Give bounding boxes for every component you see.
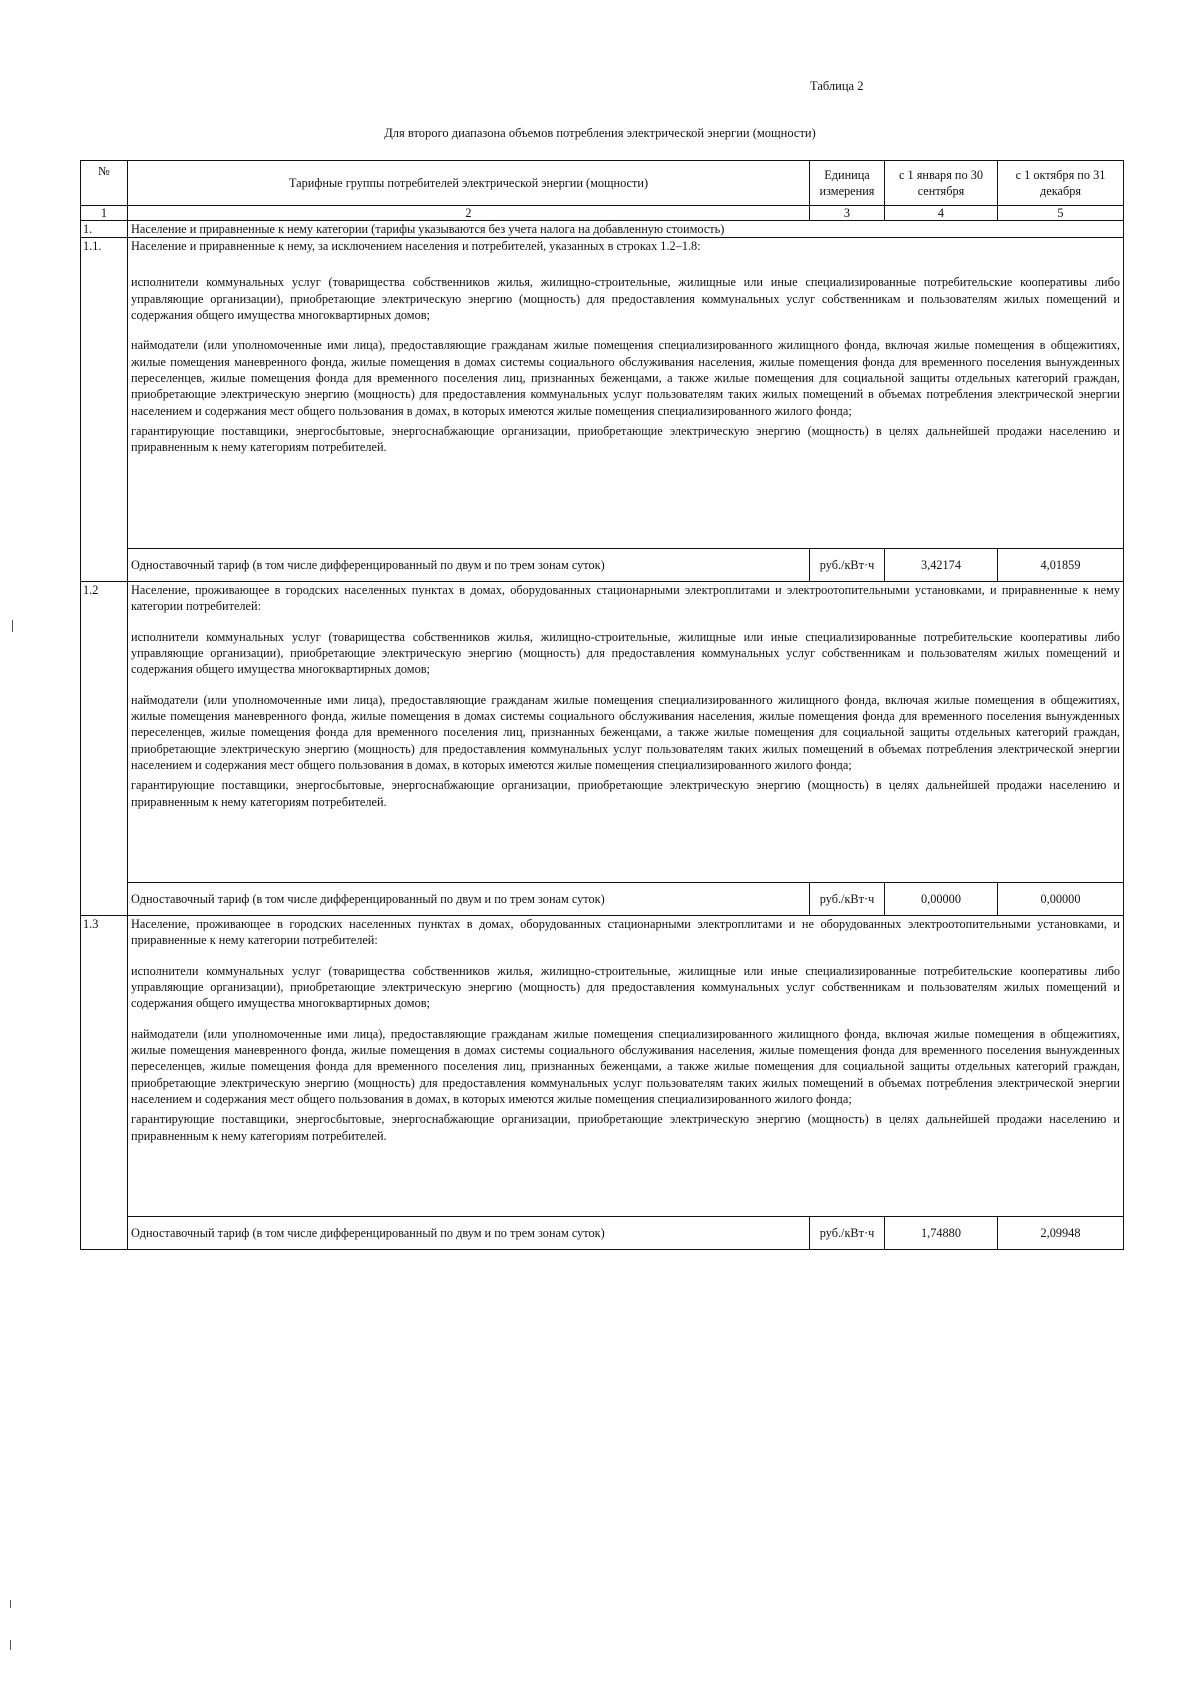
consumer-item: наймодатели (или уполномоченные ими лица), предоставляющие гражданам жилые помещения специализированного жилищного фонда, включая жилые помещения в общежитиях, жилые помещения маневренного фонда, жилые помещения в домах системы социального обслуживания населения, жилые помещения фонда для временного поселения вынужденных переселенцев, жилые помещения фонда для временного поселения лиц, признанных беженцами, а также жилые помещения для социальной защиты отдельных категорий граждан, приобретающие электрическую энергию (мощность) для предоставления коммунальных услуг пользователям таких жилых помещений в объемах потребления электрической энергии населением и содержания мест общего пользования в домах, в которых имеются жилые помещения специализированного жилого фонда; (131, 692, 1120, 773)
tariff-rate-row (81, 1217, 1124, 1250)
consumer-item: исполнители коммунальных услуг (товарищества собственников жилья, жилищно-строительные, жилищные или иные специализированные потребительские кооперативы либо управляющие организации), приобретающие электрическую энергию (мощность) для предоставления коммунальных услуг собственникам и пользователям жилых помещений и содержания общего имущества многоквартирных домов; (131, 275, 1120, 323)
tariff-label: Одноставочный тариф (в том числе дифференцированный по двум и по трем зонам суток) (128, 883, 810, 916)
row-description (128, 916, 1124, 1217)
tariff-table (80, 160, 1124, 1250)
consumer-item: наймодатели (или уполномоченные ими лица), предоставляющие гражданам жилые помещения специализированного жилищного фонда, включая жилые помещения в общежитиях, жилые помещения маневренного фонда, жилые помещения в домах системы социального обслуживания населения, жилые помещения фонда для временного поселения вынужденных переселенцев, жилые помещения фонда для временного поселения лиц, признанных беженцами, а также жилые помещения для социальной защиты отдельных категорий граждан, приобретающие электрическую энергию (мощность) для предоставления коммунальных услуг пользователям таких жилых помещений в объемах потребления электрической энергии населением и содержания мест общего пользования в домах, в которых имеются жилые помещения специализированного жилого фонда; (131, 1026, 1120, 1107)
tariff-value-period-2: 0,00000 (998, 883, 1124, 916)
row-number: 1.1. (81, 238, 128, 582)
tariff-unit: руб./кВт·ч (810, 1217, 885, 1250)
section-number: 1. (81, 221, 128, 238)
scan-mark (12, 620, 13, 632)
header-period-2: с 1 октября по 31 декабря (998, 161, 1124, 206)
tariff-group-row (81, 238, 1124, 549)
tariff-label: Одноставочный тариф (в том числе дифференцированный по двум и по трем зонам суток) (128, 549, 810, 582)
row-description (128, 238, 1124, 549)
consumer-item: гарантирующие поставщики, энергосбытовые, энергоснабжающие организации, приобретающие электрическую энергию (мощность) в целях дальнейшей продажи населению и приравненным к нему категориям потребителей. (131, 424, 1120, 455)
consumer-item: наймодатели (или уполномоченные ими лица), предоставляющие гражданам жилые помещения специализированного жилищного фонда, включая жилые помещения в общежитиях, жилые помещения маневренного фонда, жилые помещения в домах системы социального обслуживания населения, жилые помещения фонда для временного поселения вынужденных переселенцев, жилые помещения фонда для временного поселения лиц, признанных беженцами, а также жилые помещения для социальной защиты отдельных категорий граждан, приобретающие электрическую энергию (мощность) для предоставления коммунальных услуг пользователям таких жилых помещений в объемах потребления электрической энергии населением и содержания мест общего пользования в домах, в которых имеются жилые помещения специализированного жилого фонда; (131, 338, 1120, 418)
column-index: 1 (81, 206, 128, 221)
tariff-group-row (81, 582, 1124, 883)
scan-mark (10, 1600, 11, 1608)
header-number: № (81, 161, 128, 206)
tariff-value-period-1: 3,42174 (885, 549, 998, 582)
header-unit: Единица измерения (810, 161, 885, 206)
header-group: Тарифные группы потребителей электрической энергии (мощности) (128, 161, 810, 206)
column-index: 2 (128, 206, 810, 221)
row-heading: Население и приравненные к нему, за исключением населения и потребителей, указанных в строках 1.2–1.8: (131, 239, 701, 253)
tariff-value-period-2: 2,09948 (998, 1217, 1124, 1250)
tariff-value-period-1: 0,00000 (885, 883, 998, 916)
row-description (128, 582, 1124, 883)
tariff-unit: руб./кВт·ч (810, 549, 885, 582)
consumer-item: гарантирующие поставщики, энергосбытовые, энергоснабжающие организации, приобретающие электрическую энергию (мощность) в целях дальнейшей продажи населению и приравненным к нему категориям потребителей. (131, 1112, 1120, 1143)
row-heading: Население, проживающее в городских населенных пунктах в домах, оборудованных стационарными электроплитами и не оборудованных электроотопительными установками, и приравненные к нему категории потребителей: (131, 917, 1120, 948)
header-period-1: с 1 января по 30 сентября (885, 161, 998, 206)
tariff-unit: руб./кВт·ч (810, 883, 885, 916)
row-number: 1.2 (81, 582, 128, 916)
section-row (81, 221, 1124, 238)
row-heading: Население, проживающее в городских населенных пунктах в домах, оборудованных стационарными электроплитами и электроотопительными установками, и приравненные к нему категории потребителей: (131, 583, 1120, 614)
table-label: Таблица 2 (810, 79, 864, 93)
column-index-row (81, 206, 1124, 221)
column-index: 5 (998, 206, 1124, 221)
tariff-rate-row (81, 549, 1124, 582)
tariff-rate-row (81, 883, 1124, 916)
scan-mark (10, 1640, 11, 1650)
tariff-value-period-1: 1,74880 (885, 1217, 998, 1250)
row-number: 1.3 (81, 916, 128, 1250)
consumer-item: гарантирующие поставщики, энергосбытовые, энергоснабжающие организации, приобретающие электрическую энергию (мощность) в целях дальнейшей продажи населению и приравненным к нему категориям потребителей. (131, 778, 1120, 809)
column-index: 4 (885, 206, 998, 221)
column-index: 3 (810, 206, 885, 221)
consumer-item: исполнители коммунальных услуг (товарищества собственников жилья, жилищно-строительные, жилищные или иные специализированные потребительские кооперативы либо управляющие организации), приобретающие электрическую энергию (мощность) для предоставления коммунальных услуг собственникам и пользователям жилых помещений и содержания общего имущества многоквартирных домов; (131, 629, 1120, 677)
header-row (81, 161, 1124, 206)
tariff-group-row (81, 916, 1124, 1217)
section-title: Население и приравненные к нему категории (тарифы указываются без учета налога на добавленную стоимость) (128, 221, 1124, 238)
consumer-item: исполнители коммунальных услуг (товарищества собственников жилья, жилищно-строительные, жилищные или иные специализированные потребительские кооперативы либо управляющие организации), приобретающие электрическую энергию (мощность) для предоставления коммунальных услуг собственникам и пользователям жилых помещений и содержания общего имущества многоквартирных домов; (131, 963, 1120, 1011)
document-title: Для второго диапазона объемов потребления электрической энергии (мощности) (384, 126, 816, 140)
tariff-label: Одноставочный тариф (в том числе дифференцированный по двум и по трем зонам суток) (128, 1217, 810, 1250)
tariff-value-period-2: 4,01859 (998, 549, 1124, 582)
